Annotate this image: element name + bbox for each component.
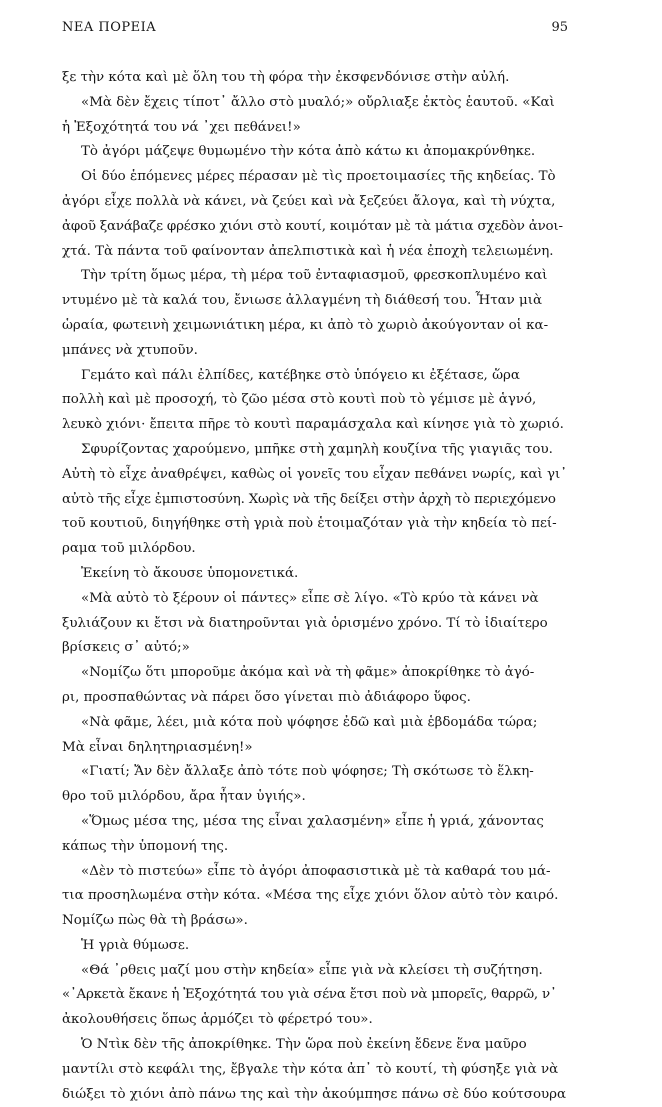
text-line: ξυλιάζουν κι ἔτσι νὰ διατηροῦνται γιὰ ὁρισμένο χρόνο. Τί τὸ ἰδιαίτερο: [62, 615, 548, 631]
text-line: Τὸ ἀγόρι μάζεψε θυμωμένο τὴν κότα ἀπὸ κάτω κι ἀπομακρύνθηκε.: [81, 144, 536, 160]
text-line: Ἐκείνη τὸ ἄκουσε ὑπομονετικά.: [81, 565, 299, 581]
text-line: ἀφοῦ ξανάβαζε φρέσκο χιόνι στὸ κουτί, κοιμόταν μὲ τὰ μάτια σχεδὸν ἀνοι-: [62, 218, 563, 234]
text-line: «Δὲν τὸ πιστεύω» εἶπε τὸ ἀγόρι ἀποφασιστικὰ μὲ τὰ καθαρά του μά-: [81, 863, 551, 879]
text-body: [62, 66, 568, 1107]
text-line: Οἱ δύο ἑπόμενες μέρες πέρασαν μὲ τὶς προετοιμασίες τῆς κηδείας. Τὸ: [81, 169, 556, 185]
text-line: Γεμάτο καὶ πάλι ἐλπίδες, κατέβηκε στὸ ὑπόγειο κι ἐξέτασε, ὥρα: [81, 367, 520, 383]
text-line: μπάνες νὰ χτυποῦν.: [62, 342, 198, 358]
text-line: βρίσκεις σ᾽ αὐτό;»: [62, 640, 190, 656]
text-line: μαντίλι στὸ κεφάλι της, ἔβγαλε τὴν κότα ἀπ᾽ τὸ κουτί, τὴ φύσηξε γιὰ νὰ: [62, 1061, 559, 1077]
text-line: Νομίζω πὼς θὰ τὴ βράσω».: [62, 913, 248, 929]
text-line: ξε τὴν κότα καὶ μὲ ὅλη του τὴ φόρα τὴν ἐκσφενδόνισε στὴν αὐλή.: [62, 70, 510, 85]
text-line: «Νομίζω ὅτι μποροῦμε ἀκόμα καὶ νὰ τὴ φᾶμε» ἀποκρίθηκε τὸ ἀγό-: [81, 665, 535, 681]
text-line: Τὴν τρίτη ὅμως μέρα, τὴ μέρα τοῦ ἐνταφιασμοῦ, φρεσκοπλυμένο καὶ: [81, 268, 548, 284]
text-line: ντυμένο μὲ τὰ καλά του, ἔνιωσε ἀλλαγμένη τὴ διάθεσή του. Ἦταν μιὰ: [62, 293, 543, 309]
page-number: 95: [551, 20, 568, 35]
text-line: κάπως τὴν ὑπομονή της.: [62, 838, 229, 854]
text-line: ὡραία, φωτεινὴ χειμωνιάτικη μέρα, κι ἀπὸ τὸ χωριὸ ἀκούγονταν οἱ κα-: [62, 317, 549, 333]
text-line: «Μὰ αὐτὸ τὸ ξέρουν οἱ πάντες» εἶπε σὲ λίγο. «Τὸ κρύο τὰ κάνει νὰ: [81, 590, 539, 606]
text-line: «Μὰ δὲν ἔχεις τίποτ᾽ ἄλλο στὸ μυαλό;» οὔρλιαξε ἐκτὸς ἑαυτοῦ. «Καὶ: [81, 94, 555, 110]
text-line: Ἡ γριὰ θύμωσε.: [81, 937, 190, 953]
text-line: «᾽Αρκετὰ ἔκανε ἡ Ἐξοχότητά του γιὰ σένα ἔτσι ποὺ νὰ μπορεῖς, θαρρῶ, ν᾽: [62, 987, 557, 1003]
text-line: τια προσηλωμένα στὴν κότα. «Μέσα της εἶχε χιόνι ὅλον αὐτὸ τὸν καιρό.: [62, 888, 559, 904]
text-line: ἀκολουθήσεις ὅπως ἁρμόζει τὸ φέρετρό του».: [62, 1012, 373, 1028]
text-line: λευκὸ χιόνι· ἔπειτα πῆρε τὸ κουτὶ παραμάσχαλα καὶ κίνησε γιὰ τὸ χωριό.: [62, 417, 564, 433]
text-line: πολλὴ καὶ μὲ προσοχή, τὸ ζῶο μέσα στὸ κουτὶ ποὺ τὸ γέμισε μὲ ἁγνό,: [62, 392, 537, 408]
text-line: «Νὰ φᾶμε, λέει, μιὰ κότα ποὺ ψόφησε ἐδῶ καὶ μιὰ ἑβδομάδα τώρα;: [81, 714, 538, 730]
text-line: ἡ Ἐξοχότητά του νά ᾽χει πεθάνει!»: [62, 119, 301, 135]
running-header: [62, 20, 568, 40]
journal-title: ΝΕΑ ΠΟΡΕΙΑ: [62, 20, 157, 35]
text-line: χτά. Τὰ πάντα τοῦ φαίνονταν ἀπελπιστικὰ καὶ ἡ νέα ἐποχὴ τελειωμένη.: [62, 243, 554, 259]
text-line: Ὁ Ντὶκ δὲν τῆς ἀποκρίθηκε. Τὴν ὥρα ποὺ ἐκείνη ἔδενε ἕνα μαῦρο: [81, 1037, 527, 1053]
text-line: «Γιατί; Ἄν δὲν ἄλλαξε ἀπὸ τότε ποὺ ψόφησε; Τὴ σκότωσε τὸ ἕλκη-: [81, 764, 534, 780]
text-line: θρο τοῦ μιλόρδου, ἄρα ἦταν ὑγιής».: [62, 789, 306, 805]
text-line: διώξει τὸ χιόνι ἀπὸ πάνω της καὶ τὴν ἀκούμπησε πάνω σὲ δύο κούτσουρα: [62, 1086, 567, 1102]
text-line: «Θά ᾽ρθεις μαζί μου στὴν κηδεία» εἶπε γιὰ νὰ κλείσει τὴ συζήτηση.: [81, 962, 543, 978]
text-line: «Ὅμως μέσα της, μέσα της εἶναι χαλασμένη» εἶπε ἡ γριά, χάνοντας: [81, 813, 544, 829]
text-line: ἀγόρι εἶχε πολλὰ νὰ κάνει, νὰ ζεύει καὶ νὰ ξεζεύει ἄλογα, καὶ τὴ νύχτα,: [62, 193, 556, 209]
text-line: Αὐτὴ τὸ εἶχε ἀναθρέψει, καθὼς οἱ γονεῖς του εἶχαν πεθάνει νωρίς, καὶ γι᾽: [62, 466, 567, 482]
text-line: ρι, προσπαθώντας νὰ πάρει ὅσο γίνεται πιὸ ἀδιάφορο ὕφος.: [62, 689, 471, 705]
text-line: ραμα τοῦ μιλόρδου.: [62, 541, 196, 557]
text-line: Σφυρίζοντας χαρούμενο, μπῆκε στὴ χαμηλὴ κουζίνα τῆς γιαγιᾶς του.: [81, 441, 553, 457]
text-line: Μὰ εἶναι δηλητηριασμένη!»: [62, 739, 253, 755]
text-line: αὐτὸ τῆς εἶχε ἐμπιστοσύνη. Χωρὶς νὰ τῆς δείξει στὴν ἀρχὴ τὸ περιεχόμενο: [62, 491, 556, 507]
text-line: τοῦ κουτιοῦ, διηγήθηκε στὴ γριὰ ποὺ ἑτοιμαζόταν γιὰ τὴν κηδεία τὸ πεί-: [62, 516, 557, 532]
